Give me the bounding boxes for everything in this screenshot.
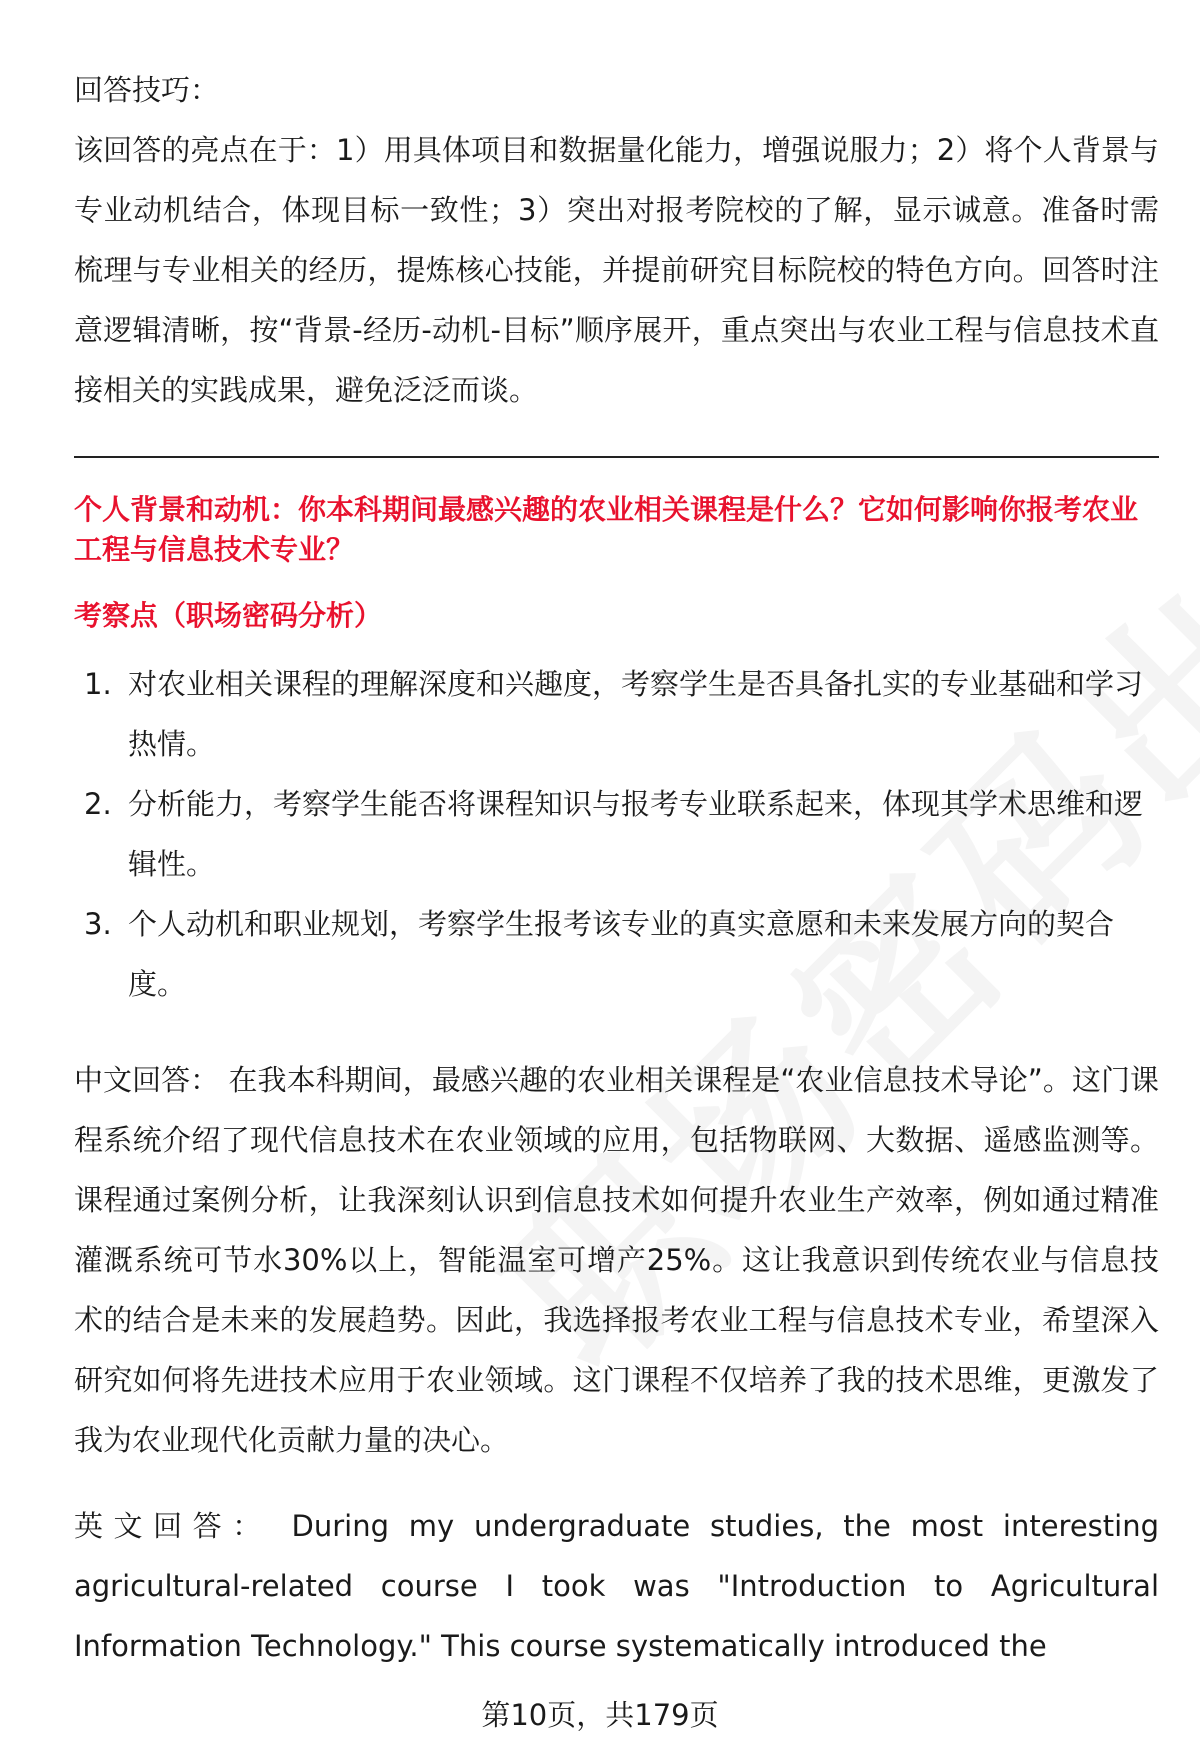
page-footer: 第10页，共179页	[481, 1698, 719, 1732]
list-item	[74, 894, 1159, 1014]
list-item	[74, 774, 1159, 894]
list-item	[74, 654, 1159, 774]
list-item-text: 分析能力，考察学生能否将课程知识与报考专业联系起来，体现其学术思维和逻辑性。	[128, 787, 1144, 881]
list-item-text: 对农业相关课程的理解深度和兴趣度，考察学生是否具备扎实的专业基础和学习热情。	[128, 667, 1144, 761]
page-content	[74, 60, 1159, 1676]
chinese-answer-label: 中文回答：	[74, 1063, 220, 1097]
question-title: 个人背景和动机：你本科期间最感兴趣的农业相关课程是什么？它如何影响你报考农业工程与信息技术专业？	[74, 493, 1139, 566]
list-item-text: 个人动机和职业规划，考察学生报考该专业的真实意愿和未来发展方向的契合度。	[128, 907, 1115, 1001]
tips-label: 回答技巧：	[74, 73, 220, 107]
english-answer	[74, 1496, 1159, 1676]
list-item-number: 1.	[84, 667, 112, 701]
assessment-list	[74, 654, 1159, 1014]
tips-body: 该回答的亮点在于：1）用具体项目和数据量化能力，增强说服力；2）将个人背景与专业动机结合，体现目标一致性；3）突出对报考院校的了解，显示诚意。准备时需梳理与专业相关的经历，提炼核心技能，并提前研究目标院校的特色方向。回答时注意逻辑清晰，按“背景-经历-动机-目标”顺序展开，重点突出与农业工程与信息技术直接相关的实践成果，避免泛泛而谈。	[74, 133, 1159, 407]
assessment-heading: 考察点（职场密码分析）	[74, 599, 383, 632]
english-answer-label: 英文回答：	[74, 1509, 272, 1543]
chinese-answer	[74, 1050, 1159, 1470]
list-item-number: 3.	[84, 907, 112, 941]
english-answer-body: During my undergraduate studies, the most interesting agricultural-related course I took was "Introduction to Agricultural Information Technology." This course systematically introduced the	[74, 1509, 1160, 1663]
list-item-number: 2.	[84, 787, 112, 821]
chinese-answer-body: 在我本科期间，最感兴趣的农业相关课程是“农业信息技术导论”。这门课程系统介绍了现代信息技术在农业领域的应用，包括物联网、大数据、遥感监测等。课程通过案例分析，让我深刻认识到信息技术如何提升农业生产效率，例如通过精准灌溉系统可节水30%以上，智能温室可增产25%。这让我意识到传统农业与信息技术的结合是未来的发展趋势。因此，我选择报考农业工程与信息技术专业，希望深入研究如何将先进技术应用于农业领域。这门课程不仅培养了我的技术思维，更激发了我为农业现代化贡献力量的决心。	[74, 1063, 1159, 1457]
section-divider	[74, 456, 1159, 458]
